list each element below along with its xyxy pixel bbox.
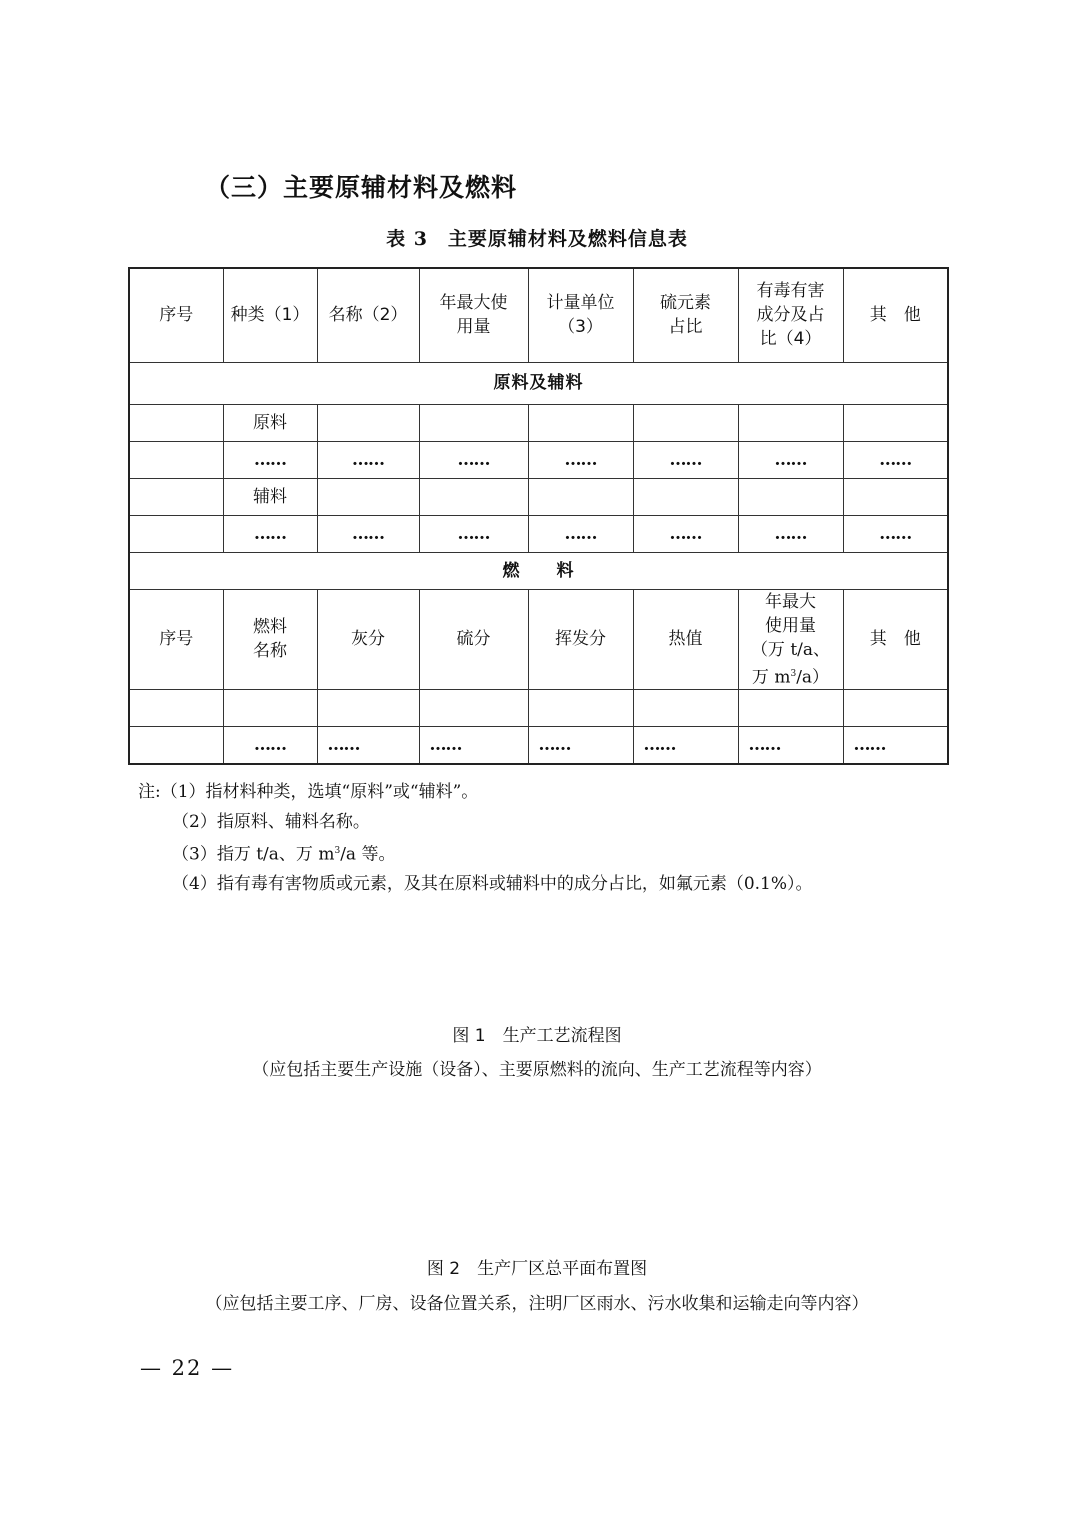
- ellipsis: ……: [419, 515, 528, 552]
- ellipsis: ……: [528, 441, 633, 478]
- note-3: （3）指万 t/a、万 $m^3/a$ 等。: [172, 844, 396, 865]
- figure-2-description: （应包括主要工序、厂房、设备位置关系，注明厂区雨水、污水收集和运输走向等内容）: [205, 1294, 869, 1314]
- fuel-header-cell: 灰分: [317, 589, 419, 690]
- ellipsis: ……: [843, 441, 948, 478]
- table-row: [129, 478, 948, 515]
- usage-line: 使用量: [765, 615, 816, 636]
- header-cell: 硫元素占比: [633, 268, 738, 362]
- ellipsis: ……: [317, 515, 419, 552]
- usage-line: 万 $m^3/a$）: [751, 667, 830, 688]
- section-row-fuel: [129, 552, 948, 589]
- fuel-header-cell: 燃料名称: [223, 589, 317, 690]
- table-row: [129, 441, 948, 478]
- table-row: [129, 515, 948, 552]
- materials-table: [128, 267, 949, 765]
- ellipsis: ……: [528, 727, 633, 764]
- header-cell: 其 他: [843, 268, 948, 362]
- ellipsis: ……: [633, 727, 738, 764]
- fuel-header-cell: 硫分: [419, 589, 528, 690]
- ellipsis: ……: [738, 441, 843, 478]
- ellipsis: ……: [419, 441, 528, 478]
- usage-line: 年最大: [765, 591, 816, 612]
- ellipsis: ……: [843, 727, 948, 764]
- ellipsis: ……: [223, 727, 317, 764]
- note-4: （4）指有毒有害物质或元素，及其在原料或辅料中的成分占比，如氟元素（0.1%）。: [172, 874, 813, 895]
- ellipsis: ……: [738, 727, 843, 764]
- ellipsis: ……: [223, 515, 317, 552]
- section-heading: （三）主要原辅材料及燃料: [205, 173, 518, 202]
- ellipsis: ……: [843, 515, 948, 552]
- ellipsis: ……: [317, 727, 419, 764]
- ellipsis: ……: [223, 441, 317, 478]
- aux-material-label: 辅料: [223, 478, 317, 515]
- header-cell: 年最大使用量: [419, 268, 528, 362]
- ellipsis: ……: [633, 441, 738, 478]
- fuel-header-cell: 其 他: [843, 589, 948, 690]
- ellipsis: ……: [633, 515, 738, 552]
- note-1: 注:（1）指材料种类，选填“原料”或“辅料”。: [138, 782, 479, 802]
- table-header-row: [129, 268, 948, 362]
- header-cell: 序号: [129, 268, 223, 362]
- header-cell: 种类（1）: [223, 268, 317, 362]
- fuel-header-cell: 挥发分: [528, 589, 633, 690]
- header-cell: 有毒有害成分及占比（4）: [738, 268, 843, 362]
- table-row: [129, 404, 948, 441]
- table-row: [129, 690, 948, 727]
- figure-2-title: 图 2 生产厂区总平面布置图: [426, 1259, 648, 1279]
- ellipsis: ……: [419, 727, 528, 764]
- usage-line: （万 t/a、: [750, 639, 831, 660]
- header-cell: 名称（2）: [317, 268, 419, 362]
- page-number: — 22 —: [140, 1356, 235, 1380]
- fuel-header-cell: 序号: [129, 589, 223, 690]
- table-row: [129, 727, 948, 764]
- figure-1-description: （应包括主要生产设施（设备）、主要原燃料的流向、生产工艺流程等内容）: [252, 1060, 822, 1080]
- header-cell: 计量单位（3）: [528, 268, 633, 362]
- table-notes: [138, 778, 813, 900]
- section-row-raw: [129, 362, 948, 404]
- section-label-fuel: 燃 料: [129, 552, 948, 589]
- table-caption: 表 3 主要原辅材料及燃料信息表: [386, 228, 688, 250]
- figure-1-title: 图 1 生产工艺流程图: [452, 1026, 622, 1046]
- fuel-header-row: [129, 589, 948, 690]
- fuel-header-cell: [738, 589, 843, 690]
- section-label-raw: 原料及辅料: [129, 362, 948, 404]
- raw-material-label: 原料: [223, 404, 317, 441]
- ellipsis: ……: [317, 441, 419, 478]
- note-2: （2）指原料、辅料名称。: [172, 811, 370, 832]
- ellipsis: ……: [738, 515, 843, 552]
- ellipsis: ……: [528, 515, 633, 552]
- fuel-header-cell: 热值: [633, 589, 738, 690]
